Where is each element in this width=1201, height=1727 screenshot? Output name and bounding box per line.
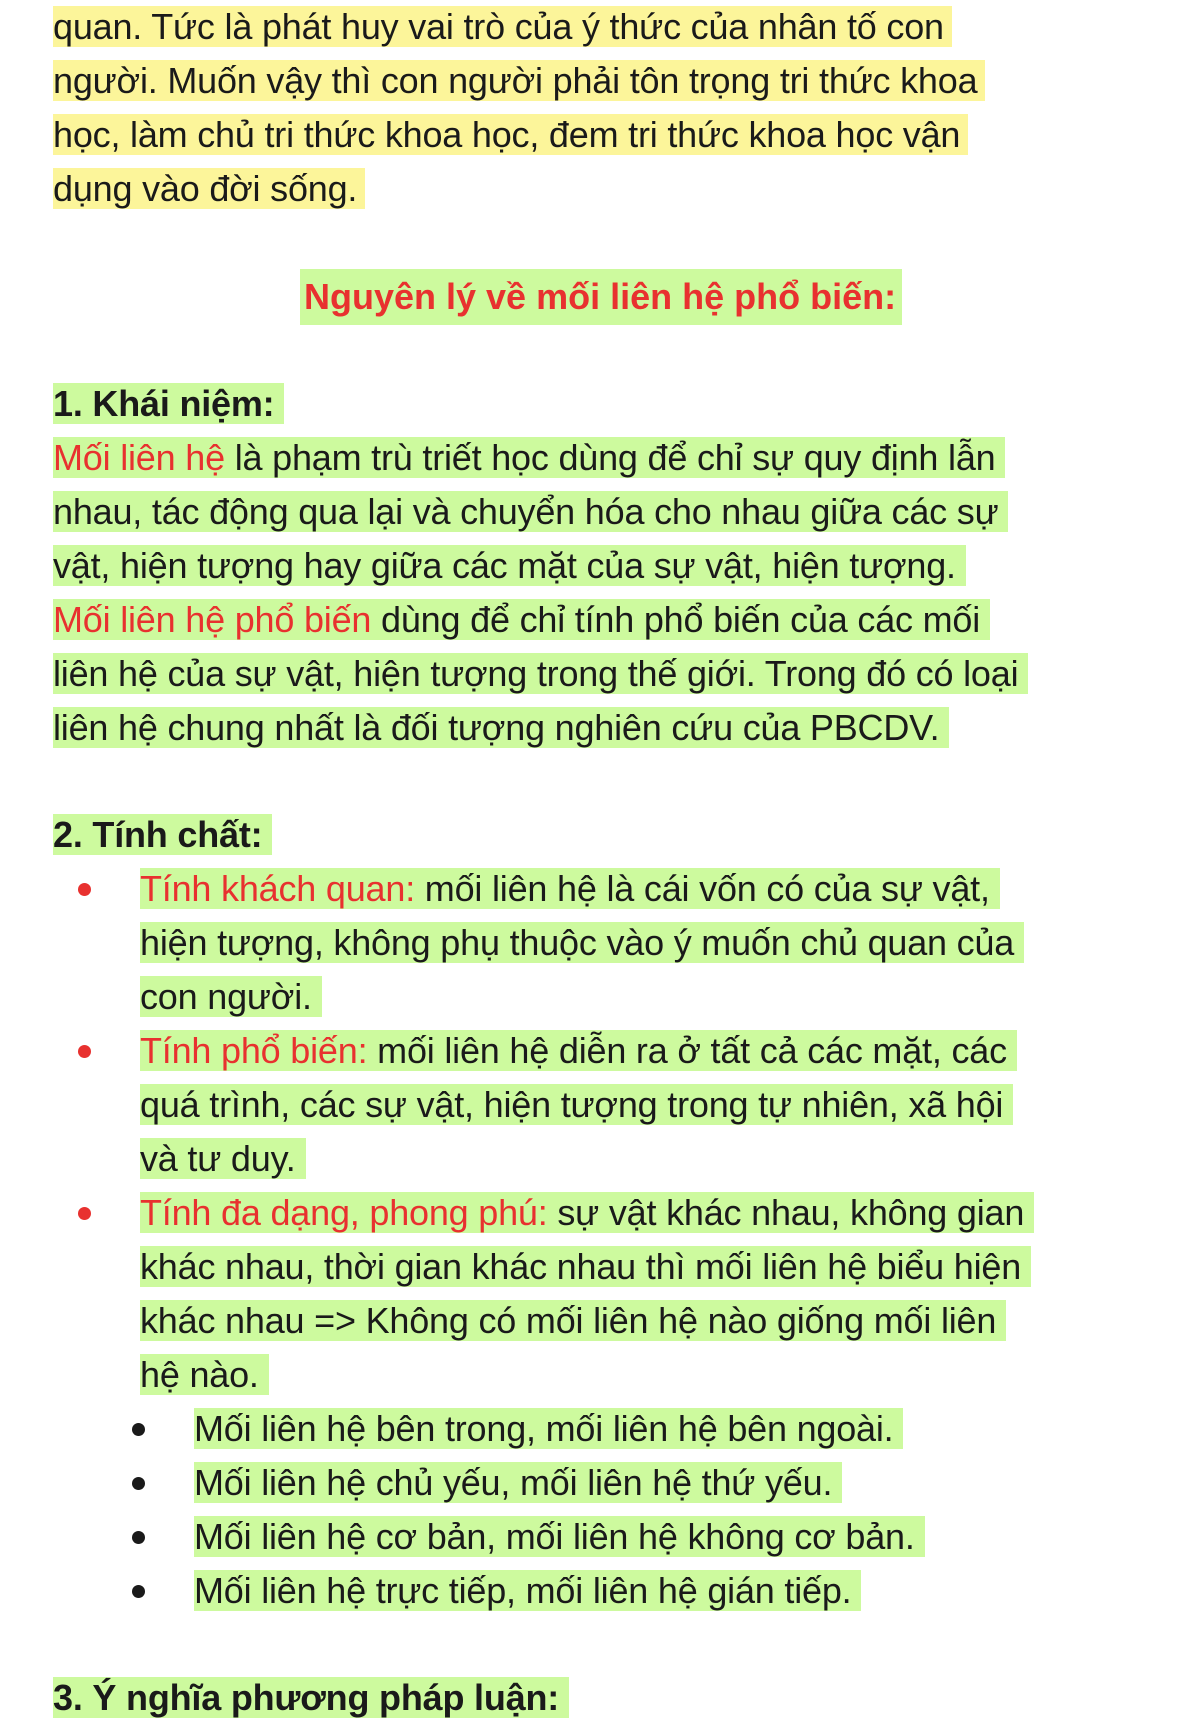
section1-line-6: liên hệ chung nhất là đối tượng nghiên cứu của PBCDV. (53, 701, 949, 755)
bullet-icon (78, 1207, 91, 1220)
sub-item-3: Mối liên hệ cơ bản, mối liên hệ không cơ bản. (194, 1510, 925, 1564)
intro-line-3: học, làm chủ tri thức khoa học, đem tri thức khoa học vận (53, 108, 968, 162)
section1-heading: 1. Khái niệm: (53, 377, 284, 431)
property-item-diverse: Tính đa dạng, phong phú: sự vật khác nhau, không gian (140, 1186, 1034, 1240)
sub-item-2: Mối liên hệ chủ yếu, mối liên hệ thứ yếu. (194, 1456, 842, 1510)
bullet-icon (132, 1585, 145, 1598)
property-item-universal: Tính phổ biến: mối liên hệ diễn ra ở tất cả các mặt, các (140, 1024, 1017, 1078)
property-item-universal-cont-2: và tư duy. (140, 1132, 306, 1186)
section1-line-3: vật, hiện tượng hay giữa các mặt của sự vật, hiện tượng. (53, 539, 966, 593)
section3-heading: 3. Ý nghĩa phương pháp luận: (53, 1671, 569, 1725)
property-item-diverse-cont-1: khác nhau, thời gian khác nhau thì mối liên hệ biểu hiện (140, 1240, 1031, 1294)
bullet-icon (132, 1531, 145, 1544)
section2-heading: 2. Tính chất: (53, 808, 272, 862)
property-item-objective-cont-2: con người. (140, 970, 322, 1024)
term-moi-lien-he: Mối liên hệ (53, 437, 225, 478)
bullet-icon (132, 1477, 145, 1490)
main-heading: Nguyên lý về mối liên hệ phổ biến: (300, 269, 902, 325)
section1-line-5: liên hệ của sự vật, hiện tượng trong thế giới. Trong đó có loại (53, 647, 1028, 701)
intro-line-4: dụng vào đời sống. (53, 162, 365, 216)
property-item-diverse-cont-2: khác nhau => Không có mối liên hệ nào giống mối liên (140, 1294, 1006, 1348)
section1-line-1: Mối liên hệ là phạm trù triết học dùng để chỉ sự quy định lẫn (53, 431, 1005, 485)
sub-item-4: Mối liên hệ trực tiếp, mối liên hệ gián tiếp. (194, 1564, 861, 1618)
property-item-universal-cont-1: quá trình, các sự vật, hiện tượng trong tự nhiên, xã hội (140, 1078, 1013, 1132)
section1-line-2: nhau, tác động qua lại và chuyển hóa cho nhau giữa các sự (53, 485, 1008, 539)
section1-line-4: Mối liên hệ phổ biến dùng để chỉ tính phổ biến của các mối (53, 593, 990, 647)
term-moi-lien-he-pho-bien: Mối liên hệ phổ biến (53, 599, 372, 640)
sub-item-1: Mối liên hệ bên trong, mối liên hệ bên ngoài. (194, 1402, 903, 1456)
intro-line-1: quan. Tức là phát huy vai trò của ý thức của nhân tố con (53, 0, 952, 54)
bullet-icon (78, 883, 91, 896)
property-item-objective-cont-1: hiện tượng, không phụ thuộc vào ý muốn chủ quan của (140, 916, 1024, 970)
bullet-icon (78, 1045, 91, 1058)
bullet-icon (132, 1423, 145, 1436)
property-item-diverse-cont-3: hệ nào. (140, 1348, 269, 1402)
intro-line-2: người. Muốn vậy thì con người phải tôn trọng tri thức khoa (53, 54, 985, 108)
property-item-objective: Tính khách quan: mối liên hệ là cái vốn có của sự vật, (140, 862, 1000, 916)
